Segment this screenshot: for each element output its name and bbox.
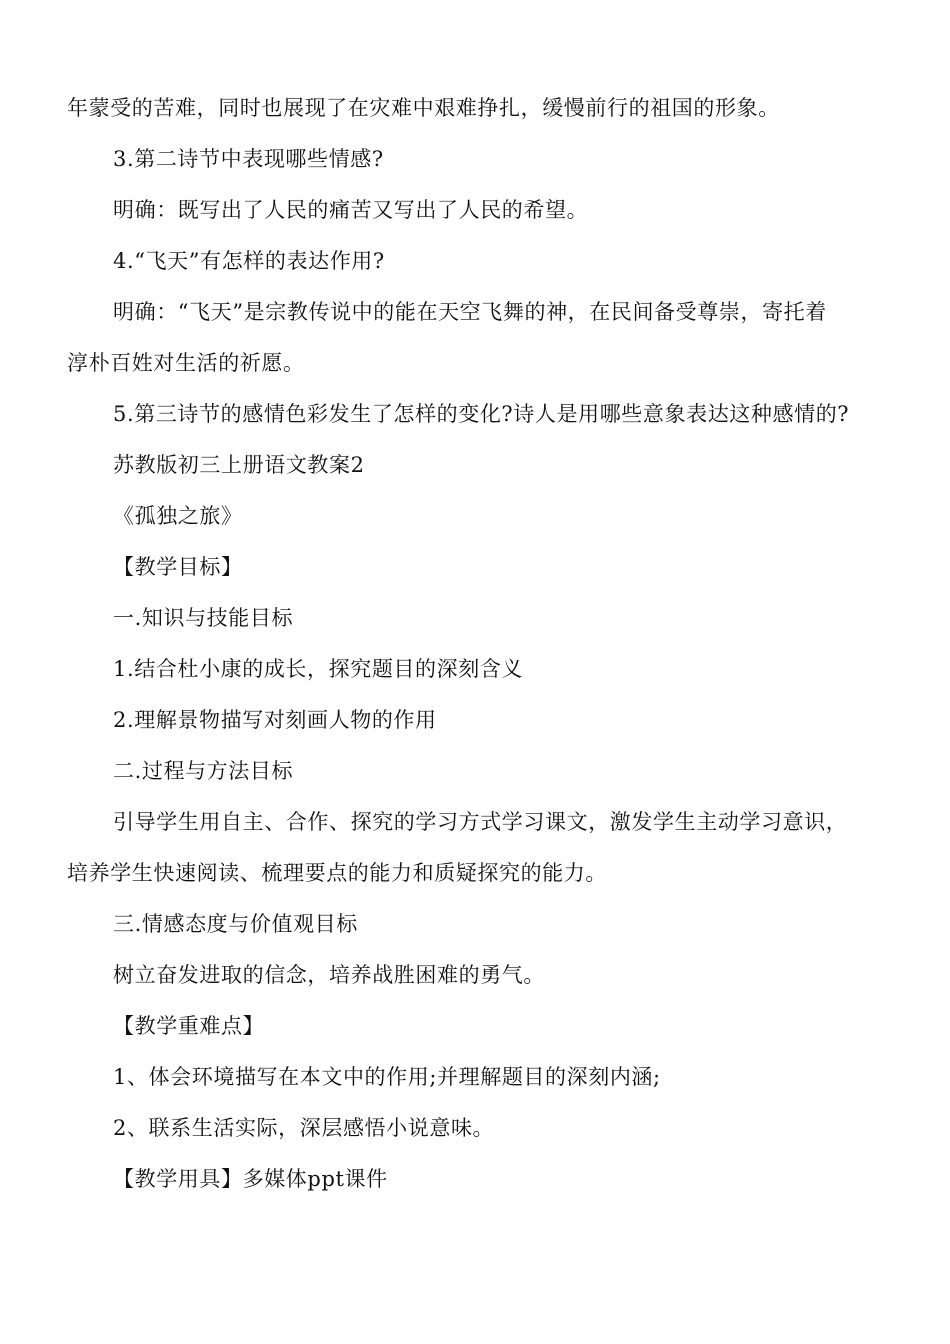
section-heading: 【教学目标】	[113, 555, 243, 579]
list-item: 1、体会环境描写在本文中的作用;并理解题目的深刻内涵;	[113, 1065, 661, 1089]
subsection-heading: 一.知识与技能目标	[113, 606, 294, 630]
paragraph-line: 年蒙受的苦难，同时也展现了在灾难中艰难挣扎，缓慢前行的祖国的形象。	[67, 96, 780, 120]
section-heading: 【教学重难点】	[113, 1014, 265, 1038]
paragraph-line: 培养学生快速阅读、梳理要点的能力和质疑探究的能力。	[67, 861, 607, 885]
answer-line: 明确：既写出了人民的痛苦又写出了人民的希望。	[113, 198, 589, 222]
subsection-heading: 三.情感态度与价值观目标	[113, 912, 358, 936]
list-item: 2.理解景物描写对刻画人物的作用	[113, 708, 437, 732]
paragraph-line: 树立奋发进取的信念，培养战胜困难的勇气。	[113, 963, 545, 987]
section-title: 苏教版初三上册语文教案2	[113, 453, 365, 477]
paragraph-line: 淳朴百姓对生活的祈愿。	[67, 351, 305, 375]
subsection-heading: 二.过程与方法目标	[113, 759, 294, 783]
section-heading: 【教学用具】多媒体ppt课件	[113, 1167, 388, 1191]
list-item: 2、联系生活实际，深层感悟小说意味。	[113, 1116, 495, 1140]
question-heading: 3.第二诗节中表现哪些情感?	[113, 147, 384, 171]
question-heading: 5.第三诗节的感情色彩发生了怎样的变化?诗人是用哪些意象表达这种感情的?	[113, 402, 850, 426]
paragraph-line: 引导学生用自主、合作、探究的学习方式学习课文，激发学生主动学习意识，	[113, 810, 848, 834]
lesson-title: 《孤独之旅》	[113, 504, 243, 528]
list-item: 1.结合杜小康的成长，探究题目的深刻含义	[113, 657, 524, 681]
question-heading: 4.“飞天”有怎样的表达作用?	[113, 249, 385, 273]
answer-line: 明确：“飞天”是宗教传说中的能在天空飞舞的神，在民间备受尊崇，寄托着	[113, 300, 827, 324]
